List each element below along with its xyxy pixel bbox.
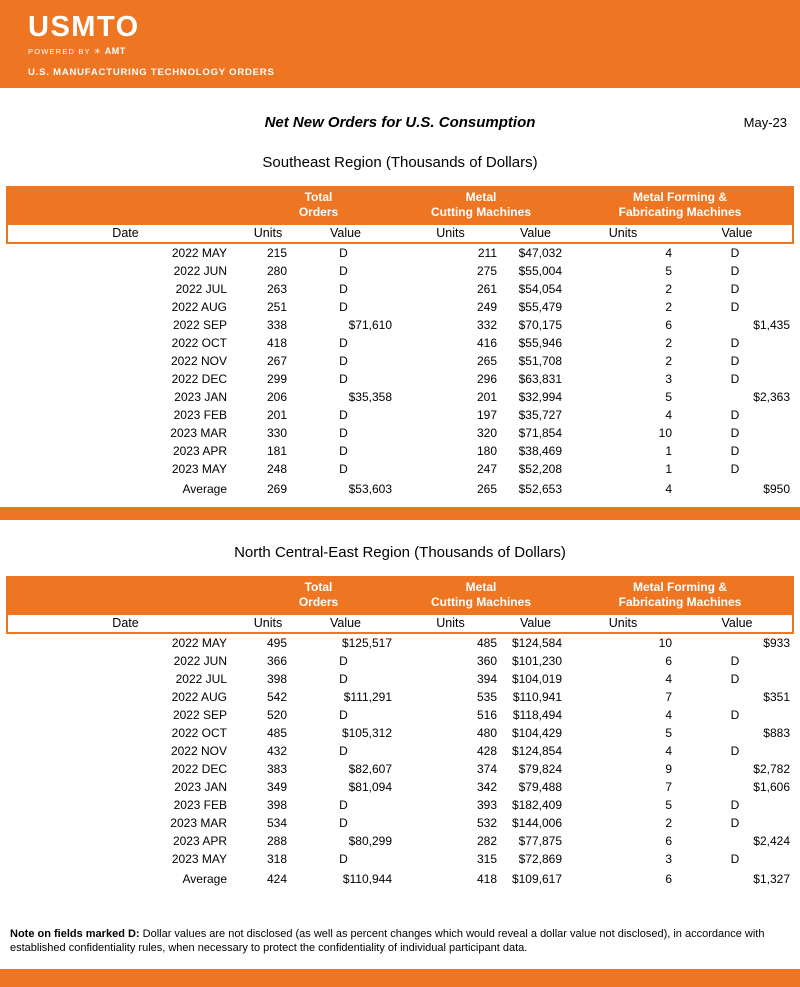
value-cell: D bbox=[730, 354, 740, 368]
date-cell: Average bbox=[182, 482, 227, 496]
value-cell: 535 bbox=[476, 690, 497, 704]
value-cell: $111,291 bbox=[343, 690, 392, 704]
value-cell: 332 bbox=[476, 318, 497, 332]
date-cell: 2023 MAR bbox=[170, 426, 227, 440]
date-cell: 2022 JUL bbox=[175, 672, 227, 686]
value-cell: 4 bbox=[665, 672, 672, 686]
value-cell: 251 bbox=[266, 300, 287, 314]
table-row bbox=[6, 298, 794, 316]
value-cell: 5 bbox=[665, 726, 672, 740]
value-cell: D bbox=[339, 462, 348, 476]
value-cell: 398 bbox=[266, 798, 287, 812]
column-header: Value bbox=[329, 226, 362, 240]
footer-bar bbox=[0, 969, 800, 987]
table-row bbox=[6, 442, 794, 460]
value-cell: D bbox=[730, 372, 740, 386]
table-row bbox=[6, 388, 794, 406]
column-header: Value bbox=[519, 226, 552, 240]
value-cell: 201 bbox=[266, 408, 287, 422]
value-cell: D bbox=[339, 444, 348, 458]
table-row bbox=[6, 334, 794, 352]
value-cell: $53,603 bbox=[348, 482, 392, 496]
value-cell: D bbox=[730, 246, 740, 260]
table-row bbox=[6, 742, 794, 760]
value-cell: $47,032 bbox=[518, 246, 562, 260]
date-cell: 2023 JAN bbox=[174, 390, 227, 404]
value-cell: 206 bbox=[266, 390, 287, 404]
value-cell: $2,363 bbox=[753, 390, 790, 404]
value-cell: $124,584 bbox=[511, 636, 562, 650]
table-average-row bbox=[6, 480, 794, 498]
date-cell: 2022 AUG bbox=[171, 690, 227, 704]
value-cell: $950 bbox=[763, 482, 790, 496]
value-cell: $144,006 bbox=[511, 816, 562, 830]
date-cell: 2022 AUG bbox=[171, 300, 227, 314]
table-row bbox=[6, 850, 794, 868]
table-row bbox=[6, 652, 794, 670]
group-header-spacer bbox=[6, 190, 241, 220]
value-cell: $79,824 bbox=[518, 762, 562, 776]
value-cell: 3 bbox=[665, 372, 672, 386]
value-cell: 418 bbox=[476, 872, 497, 886]
column-header: Date bbox=[112, 616, 139, 630]
value-cell: 215 bbox=[266, 246, 287, 260]
value-cell: 248 bbox=[266, 462, 287, 476]
value-cell: D bbox=[339, 816, 348, 830]
value-cell: 432 bbox=[266, 744, 287, 758]
powered-by-label: POWERED BY bbox=[28, 46, 91, 56]
value-cell: 418 bbox=[266, 336, 287, 350]
value-cell: 383 bbox=[266, 762, 287, 776]
value-cell: D bbox=[730, 708, 740, 722]
table-row bbox=[6, 832, 794, 850]
value-cell: D bbox=[730, 426, 740, 440]
value-cell: 349 bbox=[266, 780, 287, 794]
table-row bbox=[6, 814, 794, 832]
value-cell: $1,606 bbox=[753, 780, 790, 794]
value-cell: D bbox=[339, 672, 348, 686]
value-cell: 516 bbox=[476, 708, 497, 722]
value-cell: 342 bbox=[476, 780, 497, 794]
value-cell: 424 bbox=[266, 872, 287, 886]
value-cell: $71,610 bbox=[348, 318, 392, 332]
value-cell: $182,409 bbox=[511, 798, 562, 812]
column-header: Units bbox=[608, 226, 638, 240]
date-cell: 2023 FEB bbox=[173, 408, 227, 422]
southeast-table bbox=[6, 186, 794, 498]
value-cell: 4 bbox=[665, 482, 672, 496]
value-cell: 5 bbox=[665, 390, 672, 404]
date-cell: 2022 JUN bbox=[173, 654, 227, 668]
column-header: Units bbox=[436, 226, 465, 240]
value-cell: 5 bbox=[665, 264, 672, 278]
value-cell: 299 bbox=[266, 372, 287, 386]
date-cell: 2023 FEB bbox=[173, 798, 227, 812]
date-cell: 2022 SEP bbox=[172, 708, 227, 722]
value-cell: 532 bbox=[476, 816, 497, 830]
value-cell: D bbox=[339, 654, 348, 668]
value-cell: 4 bbox=[665, 744, 672, 758]
column-group-label: Total Orders bbox=[298, 190, 339, 219]
value-cell: D bbox=[339, 300, 348, 314]
table-row bbox=[6, 796, 794, 814]
value-cell: 318 bbox=[266, 852, 287, 866]
value-cell: 6 bbox=[665, 318, 672, 332]
value-cell: 288 bbox=[266, 834, 287, 848]
value-cell: D bbox=[339, 336, 348, 350]
region-title-southeast: Southeast Region (Thousands of Dollars) bbox=[262, 154, 538, 171]
value-cell: $109,617 bbox=[511, 872, 562, 886]
value-cell: 315 bbox=[476, 852, 497, 866]
value-cell: 7 bbox=[665, 780, 672, 794]
value-cell: 4 bbox=[665, 708, 672, 722]
column-group-label: Metal Cutting Machines bbox=[430, 580, 531, 609]
confidentiality-note bbox=[0, 927, 800, 955]
value-cell: 416 bbox=[476, 336, 497, 350]
table-row bbox=[6, 724, 794, 742]
value-cell: $110,944 bbox=[342, 872, 392, 886]
value-cell: 267 bbox=[266, 354, 287, 368]
value-cell: 2 bbox=[665, 300, 672, 314]
value-cell: $105,312 bbox=[341, 726, 392, 740]
column-group-label: Metal Cutting Machines bbox=[430, 190, 531, 219]
value-cell: $82,607 bbox=[348, 762, 392, 776]
value-cell: $72,869 bbox=[518, 852, 562, 866]
value-cell: 4 bbox=[665, 408, 672, 422]
value-cell: 265 bbox=[476, 482, 497, 496]
value-cell: $35,358 bbox=[348, 390, 392, 404]
value-cell: D bbox=[730, 282, 740, 296]
value-cell: D bbox=[730, 336, 740, 350]
value-cell: D bbox=[339, 798, 348, 812]
value-cell: 534 bbox=[266, 816, 287, 830]
value-cell: D bbox=[339, 408, 348, 422]
date-cell: 2022 MAY bbox=[171, 636, 227, 650]
value-cell: 181 bbox=[266, 444, 287, 458]
header-banner bbox=[0, 0, 800, 88]
value-cell: 520 bbox=[266, 708, 287, 722]
value-cell: $70,175 bbox=[518, 318, 562, 332]
date-cell: 2022 OCT bbox=[171, 336, 227, 350]
value-cell: $51,708 bbox=[518, 354, 562, 368]
value-cell: $55,004 bbox=[518, 264, 562, 278]
value-cell: 265 bbox=[476, 354, 497, 368]
table-row bbox=[6, 778, 794, 796]
date-cell: 2022 MAY bbox=[171, 246, 227, 260]
column-header: Date bbox=[112, 226, 139, 240]
table-column-header-row bbox=[6, 613, 794, 634]
value-cell: D bbox=[730, 654, 740, 668]
column-group-label: Metal Forming & Fabricating Machines bbox=[618, 190, 742, 219]
value-cell: 7 bbox=[665, 690, 672, 704]
value-cell: 282 bbox=[476, 834, 497, 848]
value-cell: $71,854 bbox=[518, 426, 562, 440]
value-cell: $35,727 bbox=[518, 408, 562, 422]
value-cell: D bbox=[339, 354, 348, 368]
value-cell: $2,782 bbox=[753, 762, 790, 776]
value-cell: 366 bbox=[266, 654, 287, 668]
amt-logo-text: AMT bbox=[104, 46, 126, 56]
date-cell: 2022 SEP bbox=[172, 318, 227, 332]
value-cell: $933 bbox=[763, 636, 790, 650]
value-cell: $32,994 bbox=[518, 390, 562, 404]
note-label: Note on fields marked D: bbox=[10, 928, 140, 940]
table-row bbox=[6, 406, 794, 424]
value-cell: 247 bbox=[476, 462, 497, 476]
table-row bbox=[6, 634, 794, 652]
value-cell: D bbox=[339, 426, 348, 440]
date-cell: 2022 NOV bbox=[170, 354, 227, 368]
value-cell: 330 bbox=[266, 426, 287, 440]
value-cell: 1 bbox=[665, 444, 672, 458]
column-header: Units bbox=[436, 616, 465, 630]
value-cell: 6 bbox=[665, 872, 672, 886]
north-central-east-table bbox=[6, 576, 794, 888]
value-cell: D bbox=[730, 798, 740, 812]
value-cell: 9 bbox=[665, 762, 672, 776]
value-cell: $54,054 bbox=[518, 282, 562, 296]
date-cell: 2023 MAY bbox=[171, 462, 227, 476]
value-cell: 2 bbox=[665, 816, 672, 830]
value-cell: 10 bbox=[658, 636, 672, 650]
table-row bbox=[6, 370, 794, 388]
section-divider bbox=[0, 507, 800, 520]
date-cell: 2022 DEC bbox=[171, 762, 227, 776]
value-cell: 280 bbox=[266, 264, 287, 278]
value-cell: D bbox=[339, 744, 348, 758]
value-cell: D bbox=[339, 282, 348, 296]
value-cell: 211 bbox=[477, 246, 497, 260]
value-cell: D bbox=[730, 672, 740, 686]
value-cell: 275 bbox=[476, 264, 497, 278]
value-cell: $1,435 bbox=[753, 318, 790, 332]
column-header: Units bbox=[253, 226, 283, 240]
value-cell: $79,488 bbox=[518, 780, 562, 794]
value-cell: $351 bbox=[763, 690, 790, 704]
column-header: Value bbox=[329, 616, 362, 630]
value-cell: D bbox=[339, 246, 348, 260]
table-row bbox=[6, 760, 794, 778]
value-cell: $104,429 bbox=[511, 726, 562, 740]
date-cell: 2022 OCT bbox=[171, 726, 227, 740]
value-cell: D bbox=[339, 372, 348, 386]
value-cell: $124,854 bbox=[511, 744, 562, 758]
table-row bbox=[6, 244, 794, 262]
value-cell: 542 bbox=[266, 690, 287, 704]
value-cell: $80,299 bbox=[348, 834, 392, 848]
value-cell: D bbox=[730, 852, 740, 866]
value-cell: 197 bbox=[476, 408, 497, 422]
note-text: Dollar values are not disclosed (as well as percent changes which would reveal a dollar value not disclosed), in accordance with established confidentiality rules, when necessary to protect the confidentiality of individual participant data. bbox=[10, 928, 765, 954]
value-cell: $81,094 bbox=[348, 780, 392, 794]
value-cell: $125,517 bbox=[341, 636, 392, 650]
value-cell: 1 bbox=[665, 462, 672, 476]
value-cell: 6 bbox=[665, 654, 672, 668]
date-cell: 2023 MAY bbox=[171, 852, 227, 866]
value-cell: 398 bbox=[266, 672, 287, 686]
value-cell: D bbox=[730, 744, 740, 758]
value-cell: $101,230 bbox=[511, 654, 562, 668]
value-cell: 249 bbox=[476, 300, 497, 314]
value-cell: $1,327 bbox=[753, 872, 790, 886]
date-cell: 2023 APR bbox=[172, 834, 227, 848]
column-header: Value bbox=[519, 616, 552, 630]
value-cell: $2,424 bbox=[753, 834, 790, 848]
value-cell: 269 bbox=[266, 482, 287, 496]
value-cell: $110,941 bbox=[512, 690, 562, 704]
table-row bbox=[6, 352, 794, 370]
value-cell: 2 bbox=[665, 336, 672, 350]
value-cell: $52,653 bbox=[518, 482, 562, 496]
report-title: Net New Orders for U.S. Consumption bbox=[264, 114, 536, 131]
column-header: Value bbox=[721, 226, 753, 240]
table-column-header-row bbox=[6, 223, 794, 244]
value-cell: 393 bbox=[476, 798, 497, 812]
value-cell: 2 bbox=[665, 354, 672, 368]
table-average-row bbox=[6, 870, 794, 888]
value-cell: 360 bbox=[476, 654, 497, 668]
column-group-label: Metal Forming & Fabricating Machines bbox=[618, 580, 742, 609]
value-cell: 261 bbox=[476, 282, 497, 296]
powered-by-line bbox=[28, 46, 800, 56]
group-header-spacer bbox=[6, 580, 241, 610]
column-header: Value bbox=[721, 616, 753, 630]
table-group-header-row bbox=[6, 576, 794, 613]
value-cell: $63,831 bbox=[518, 372, 562, 386]
date-cell: 2022 DEC bbox=[171, 372, 227, 386]
value-cell: $104,019 bbox=[511, 672, 562, 686]
table-row bbox=[6, 670, 794, 688]
value-cell: 320 bbox=[476, 426, 497, 440]
value-cell: 495 bbox=[266, 636, 287, 650]
region-title-north-central-east: North Central-East Region (Thousands of Dollars) bbox=[234, 544, 566, 561]
value-cell: $38,469 bbox=[518, 444, 562, 458]
table-row bbox=[6, 262, 794, 280]
value-cell: 10 bbox=[658, 426, 672, 440]
value-cell: $55,946 bbox=[518, 336, 562, 350]
value-cell: 480 bbox=[476, 726, 497, 740]
column-group-label: Total Orders bbox=[298, 580, 339, 609]
table-row bbox=[6, 316, 794, 334]
date-cell: 2022 JUL bbox=[175, 282, 227, 296]
table-row bbox=[6, 280, 794, 298]
value-cell: 4 bbox=[665, 246, 672, 260]
value-cell: D bbox=[730, 408, 740, 422]
value-cell: 2 bbox=[665, 282, 672, 296]
column-header: Units bbox=[608, 616, 638, 630]
value-cell: D bbox=[339, 852, 348, 866]
value-cell: 428 bbox=[476, 744, 497, 758]
table-row bbox=[6, 688, 794, 706]
table-row bbox=[6, 706, 794, 724]
table-row bbox=[6, 460, 794, 478]
value-cell: 374 bbox=[476, 762, 497, 776]
report-period: May-23 bbox=[743, 115, 787, 130]
value-cell: 485 bbox=[476, 636, 497, 650]
date-cell: 2022 JUN bbox=[173, 264, 227, 278]
value-cell: D bbox=[339, 708, 348, 722]
value-cell: 6 bbox=[665, 834, 672, 848]
banner-tagline: U.S. MANUFACTURING TECHNOLOGY ORDERS bbox=[28, 67, 275, 78]
value-cell: D bbox=[730, 816, 740, 830]
value-cell: 338 bbox=[266, 318, 287, 332]
value-cell: 263 bbox=[266, 282, 287, 296]
date-cell: Average bbox=[182, 872, 227, 886]
column-header: Units bbox=[253, 616, 283, 630]
table-group-header-row bbox=[6, 186, 794, 223]
date-cell: 2022 NOV bbox=[170, 744, 227, 758]
value-cell: D bbox=[730, 444, 740, 458]
value-cell: $118,494 bbox=[512, 708, 562, 722]
value-cell: 5 bbox=[665, 798, 672, 812]
value-cell: 3 bbox=[665, 852, 672, 866]
value-cell: D bbox=[730, 264, 740, 278]
date-cell: 2023 JAN bbox=[174, 780, 227, 794]
table-row bbox=[6, 424, 794, 442]
value-cell: $883 bbox=[763, 726, 790, 740]
value-cell: 394 bbox=[476, 672, 497, 686]
amt-logo-icon: ✳ bbox=[93, 46, 102, 56]
value-cell: $52,208 bbox=[518, 462, 562, 476]
value-cell: D bbox=[339, 264, 348, 278]
value-cell: 485 bbox=[266, 726, 287, 740]
value-cell: D bbox=[730, 462, 740, 476]
value-cell: 201 bbox=[476, 390, 497, 404]
value-cell: D bbox=[730, 300, 740, 314]
value-cell: $55,479 bbox=[518, 300, 562, 314]
date-cell: 2023 MAR bbox=[170, 816, 227, 830]
value-cell: 296 bbox=[476, 372, 497, 386]
date-cell: 2023 APR bbox=[172, 444, 227, 458]
usmto-logo: USMTO bbox=[28, 11, 140, 43]
report-title-row bbox=[0, 114, 800, 134]
value-cell: $77,875 bbox=[518, 834, 562, 848]
value-cell: 180 bbox=[476, 444, 497, 458]
